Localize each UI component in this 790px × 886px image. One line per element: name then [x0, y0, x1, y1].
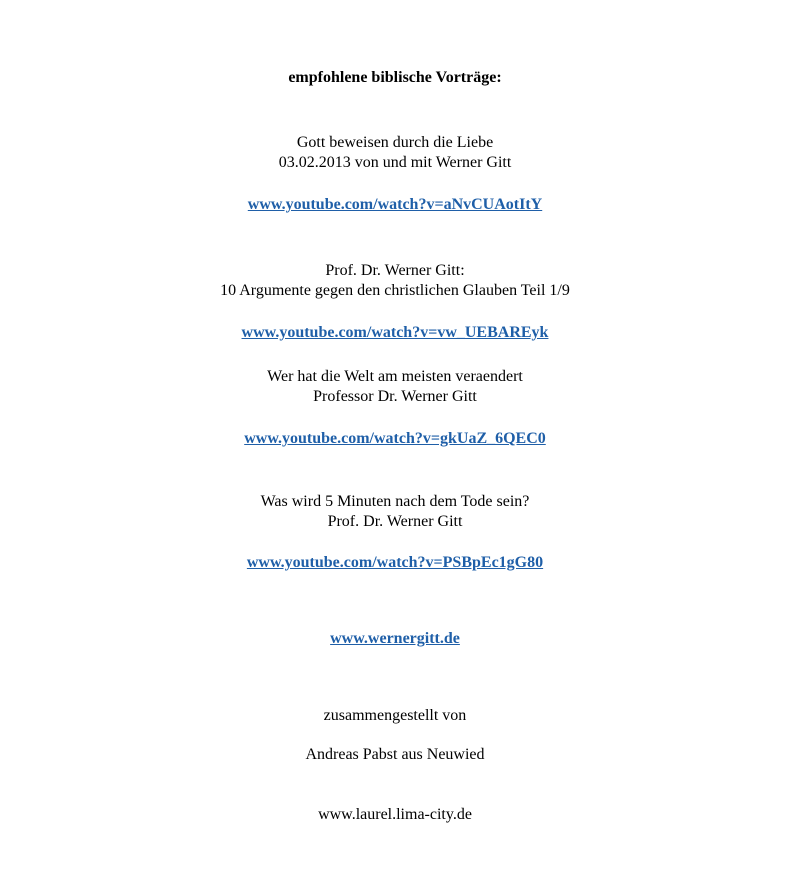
talk-title: Wer hat die Welt am meisten veraendert	[267, 368, 523, 385]
author-name: Andreas Pabst aus Neuwied	[305, 746, 485, 763]
talk-subtitle: Professor Dr. Werner Gitt	[313, 388, 477, 405]
talk-title: Was wird 5 Minuten nach dem Tode sein?	[260, 493, 530, 510]
talk-subtitle: Prof. Dr. Werner Gitt	[327, 513, 463, 530]
talk-title: Prof. Dr. Werner Gitt:	[325, 262, 465, 279]
talk-subtitle: 10 Argumente gegen den christlichen Glauben Teil 1/9	[220, 282, 570, 299]
talk-title: Gott beweisen durch die Liebe	[296, 134, 494, 151]
author-website: www.laurel.lima-city.de	[318, 806, 472, 823]
talk-subtitle: 03.02.2013 von und mit Werner Gitt	[278, 154, 512, 171]
page-heading: empfohlene biblische Vorträge:	[288, 69, 502, 86]
youtube-link[interactable]: www.youtube.com/watch?v=aNvCUAotItY	[247, 196, 543, 213]
wernergitt-website-link[interactable]: www.wernergitt.de	[330, 630, 460, 647]
compiled-by-label: zusammengestellt von	[323, 707, 467, 724]
youtube-link[interactable]: www.youtube.com/watch?v=vw_UEBAREyk	[241, 324, 549, 341]
youtube-link[interactable]: www.youtube.com/watch?v=PSBpEc1gG80	[246, 554, 544, 571]
youtube-link[interactable]: www.youtube.com/watch?v=gkUaZ_6QEC0	[244, 430, 546, 447]
